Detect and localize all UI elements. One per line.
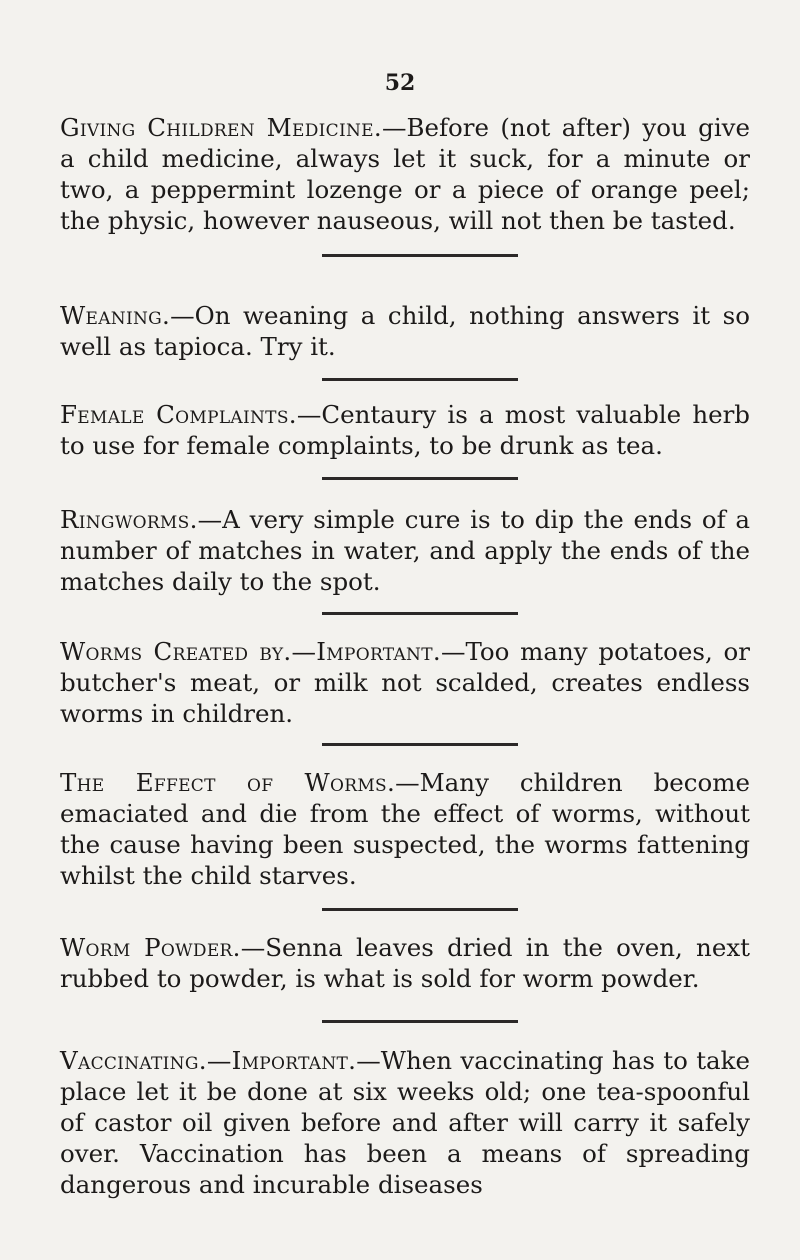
entry-weaning bbox=[60, 300, 750, 362]
entry-body: —Too many potatoes, or butcher's meat, or milk not scalded, creates endless worms in children. bbox=[60, 637, 750, 728]
section-divider bbox=[322, 477, 518, 480]
entry-body: —Senna leaves dried in the oven, next rubbed to powder, is what is sold for worm powder. bbox=[60, 933, 750, 993]
entry-heading: Worm Powder. bbox=[60, 933, 241, 962]
entry-heading: Giving Children Medicine. bbox=[60, 113, 382, 142]
section-divider bbox=[322, 612, 518, 615]
entry-vaccinating bbox=[60, 1045, 750, 1200]
entry-worm-powder bbox=[60, 932, 750, 994]
entry-heading: Vaccinating.—Important. bbox=[60, 1046, 357, 1075]
entry-text bbox=[60, 1045, 750, 1200]
entry-body: —Many children become emaciated and die from the effect of worms, without the cause having been suspected, the worms fattening whilst the child starves. bbox=[60, 768, 750, 890]
entry-text bbox=[60, 767, 750, 891]
entry-heading: The Effect of Worms. bbox=[60, 768, 396, 797]
entry-heading: Female Complaints. bbox=[60, 400, 297, 429]
entry-body: —Before (not after) you give a child medicine, always let it suck, for a minute or two, a peppermint lozenge or a piece of orange peel; the physic, however nauseous, will not then be tasted. bbox=[60, 113, 750, 235]
entry-text bbox=[60, 636, 750, 729]
section-divider bbox=[322, 908, 518, 911]
section-divider bbox=[322, 743, 518, 746]
entry-body: —When vaccinating has to take place let it be done at six weeks old; one tea-spoonful of castor oil given before and after will carry it safely over. Vaccination has been a means of spreading dangerous and incurable diseases bbox=[60, 1046, 750, 1199]
entry-text bbox=[60, 300, 750, 362]
entry-female-complaints bbox=[60, 399, 750, 461]
entry-text bbox=[60, 932, 750, 994]
section-divider bbox=[322, 1020, 518, 1023]
entry-body: —On weaning a child, nothing answers it so well as tapioca. Try it. bbox=[60, 301, 750, 361]
entry-body: —A very simple cure is to dip the ends of a number of matches in water, and apply the ends of the matches daily to the spot. bbox=[60, 505, 750, 596]
entry-body: —Centaury is a most valuable herb to use for female complaints, to be drunk as tea. bbox=[60, 400, 750, 460]
entry-text bbox=[60, 504, 750, 597]
entry-heading: Ringworms. bbox=[60, 505, 198, 534]
section-divider bbox=[322, 378, 518, 381]
entry-worms-created-by bbox=[60, 636, 750, 729]
page-number: 52 bbox=[384, 70, 416, 96]
section-divider bbox=[322, 254, 518, 257]
entry-giving-children-medicine bbox=[60, 112, 750, 236]
entry-heading: Worms Created by.—Important. bbox=[60, 637, 441, 666]
entry-effect-of-worms bbox=[60, 767, 750, 891]
entry-ringworms bbox=[60, 504, 750, 597]
entry-heading: Weaning. bbox=[60, 301, 171, 330]
entry-text bbox=[60, 399, 750, 461]
entry-text bbox=[60, 112, 750, 236]
